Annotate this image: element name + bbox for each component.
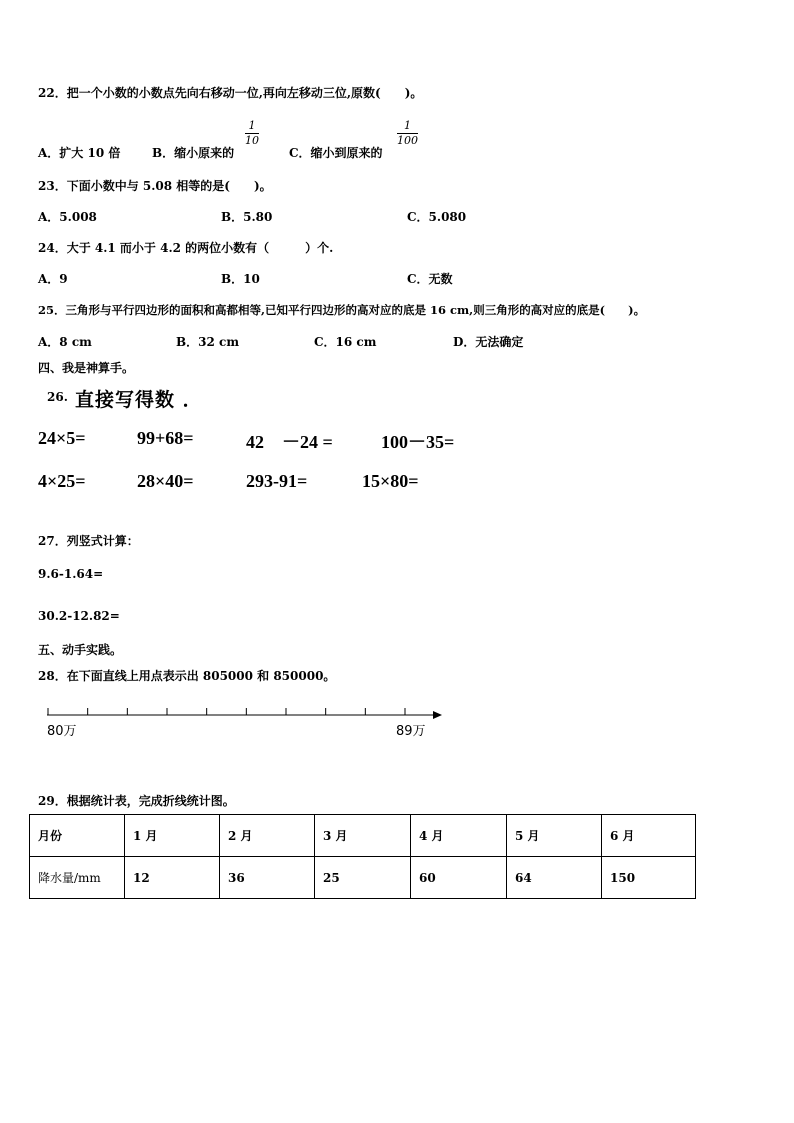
section-4-heading: 四、我是神算手。 — [38, 361, 135, 375]
table-cell: 36 — [220, 857, 315, 899]
number-line-ticks — [48, 708, 405, 715]
table-cell: 64 — [507, 857, 602, 899]
q25-option-d[interactable]: D．无法确定 — [453, 335, 524, 349]
calc-item: 15×80= — [362, 471, 419, 491]
q24-option-b[interactable]: B．10 — [221, 272, 260, 286]
question-28-stem: 28．在下面直线上用点表示出 805000 和 850000。 — [38, 669, 336, 683]
table-cell: 25 — [315, 857, 411, 899]
q22-option-c-fraction — [397, 120, 418, 147]
table-header-cell: 1 月 — [125, 815, 220, 857]
q25-option-a[interactable]: A．8 cm — [38, 335, 92, 349]
q24-option-c[interactable]: C．无数 — [407, 272, 453, 286]
calc-item: 100－35= — [381, 432, 455, 452]
number-line-end-label: 89万 — [396, 724, 426, 739]
q22-option-c[interactable]: C．缩小到原来的 — [289, 146, 383, 160]
table-header-cell: 6 月 — [602, 815, 696, 857]
table-cell: 12 — [125, 857, 220, 899]
question-23-stem: 23．下面小数中与 5.08 相等的是( )。 — [38, 179, 272, 193]
table-header-cell: 3 月 — [315, 815, 411, 857]
question-24-stem: 24．大于 4.1 而小于 4.2 的两位小数有（ ）个. — [38, 241, 334, 255]
fraction-numerator: 1 — [248, 119, 256, 132]
calc-item: 24×5= — [38, 428, 86, 448]
q22-option-b[interactable]: B．缩小原来的 — [152, 146, 235, 160]
table-row — [30, 815, 696, 857]
question-22-stem: 22．把一个小数的小数点先向右移动一位,再向左移动三位,原数( )。 — [38, 86, 423, 100]
question-26-number: 26. — [47, 390, 68, 404]
arrow-right-icon — [433, 711, 442, 719]
calc-item: 42 －24 = — [246, 432, 333, 452]
q25-option-c[interactable]: C．16 cm — [314, 335, 377, 349]
q24-option-a[interactable]: A．9 — [38, 272, 68, 286]
table-cell: 60 — [411, 857, 507, 899]
section-5-heading: 五、动手实践。 — [38, 643, 123, 657]
calc-item: 99+68= — [137, 428, 194, 448]
table-header-cell: 5 月 — [507, 815, 602, 857]
rainfall-table — [29, 814, 696, 899]
q23-option-a[interactable]: A．5.008 — [38, 210, 97, 224]
vertical-calc-item: 30.2-12.82= — [38, 609, 120, 623]
table-header-cell: 4 月 — [411, 815, 507, 857]
number-line-start-label: 80万 — [47, 724, 77, 739]
calc-item: 4×25= — [38, 471, 86, 491]
table-header-cell: 2 月 — [220, 815, 315, 857]
number-line[interactable] — [40, 704, 450, 724]
calc-item: 28×40= — [137, 471, 194, 491]
q25-option-b[interactable]: B．32 cm — [176, 335, 240, 349]
fraction-denominator: 10 — [245, 134, 259, 147]
question-27-stem: 27．列竖式计算： — [38, 534, 139, 548]
question-25-stem: 25．三角形与平行四边形的面积和高都相等,已知平行四边形的高对应的底是 16 cm,则三角形的高对应的底是( )。 — [38, 303, 646, 317]
table-row — [30, 857, 696, 899]
question-29-stem: 29．根据统计表，完成折线统计图。 — [38, 794, 235, 808]
vertical-calc-item: 9.6-1.64= — [38, 567, 104, 581]
table-cell: 150 — [602, 857, 696, 899]
table-row-label: 降水量/mm — [30, 857, 125, 899]
q22-option-b-fraction — [245, 120, 259, 147]
q23-option-c[interactable]: C．5.080 — [407, 210, 467, 224]
question-26-title: 直接写得数 ． — [75, 389, 203, 411]
q23-option-b[interactable]: B．5.80 — [221, 210, 273, 224]
calc-item: 293-91= — [246, 471, 308, 491]
q22-option-a[interactable]: A．扩大 10 倍 — [38, 146, 121, 160]
table-header-cell: 月份 — [30, 815, 125, 857]
fraction-numerator: 1 — [404, 119, 411, 132]
fraction-denominator: 100 — [397, 134, 418, 147]
